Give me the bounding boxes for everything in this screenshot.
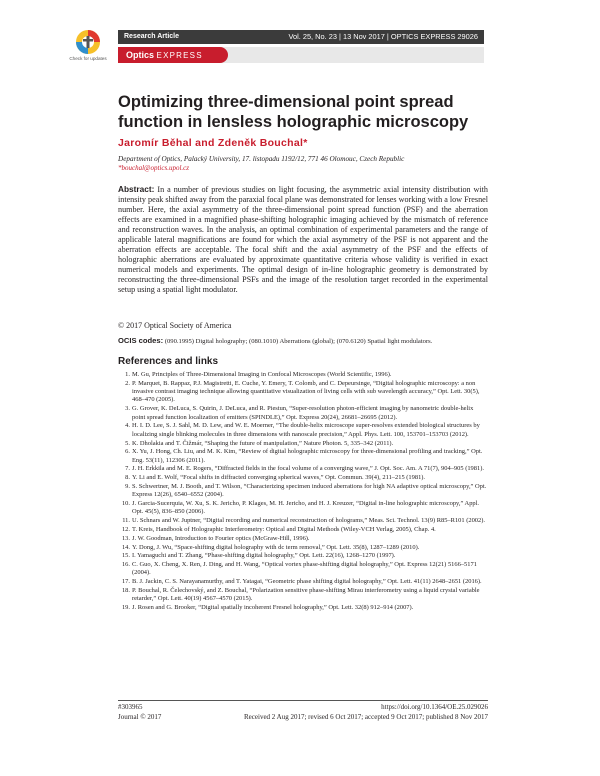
article-type-label: Research Article [118, 30, 284, 44]
abstract [118, 184, 488, 296]
crossmark-label: Check for updates [69, 56, 107, 61]
reference-number: 12. [121, 526, 130, 533]
abstract-label: Abstract: [118, 184, 155, 194]
reference-number: 10. [121, 500, 130, 508]
reference-number: 18. [121, 587, 130, 595]
reference-number: 16. [121, 561, 130, 569]
reference-number: 3. [125, 405, 130, 413]
reference-text: J. Garcia-Sucerquia, W. Xu, S. K. Jericho, P. Klages, M. H. Jericho, and H. J. Kreuzer, “Digital in-line holographic microscopy,” Appl. Opt. 45(5), 836–850 (2006). [132, 500, 480, 516]
author-email-link[interactable]: *bouchal@optics.upol.cz [118, 164, 189, 172]
reference-item [118, 380, 488, 405]
reference-text: X. Yu, J. Hong, Ch. Liu, and M. K. Kim, “Review of digital holographic microscopy for three-dimensional profiling and tracking,” Opt. Eng. 53(11), 112306 (2011). [132, 448, 483, 464]
reference-text: U. Schnars and W. Juptner, “Digital recording and numerical reconstruction of holograms,” Meas. Sci. Technol. 13(9) R85–R101 (2002). [132, 517, 485, 525]
reference-number: 17. [121, 578, 130, 586]
journal-copyright: Journal © 2017 [118, 712, 162, 721]
references-list [118, 371, 488, 613]
reference-text: J. W. Goodman, Introduction to Fourier optics (McGraw-Hill, 1996). [132, 534, 310, 542]
footer-divider [118, 700, 488, 701]
reference-number: 13. [121, 534, 130, 542]
reference-text: H. I. D. Lee, S. J. Sahl, M. D. Lew, and W. E. Moerner, “The double-helix microscope super-resolves extended biological structures by localizing single blinking molecules in three dimensions with nanoscale precision,” Appl. Phys. Lett. 100, 153701–153703 (2012). [132, 422, 480, 438]
doi-link[interactable]: https://doi.org/10.1364/OE.25.029026 [381, 703, 488, 711]
reference-item [118, 440, 488, 448]
reference-item [118, 552, 488, 560]
journal-logo[interactable] [118, 47, 228, 63]
reference-item [118, 535, 488, 543]
reference-number: 14. [121, 543, 130, 551]
author-affiliation: Department of Optics, Palacký University, 17. listopadu 1192/12, 771 46 Olomouc, Czech Republic [118, 155, 405, 163]
reference-item [118, 422, 488, 439]
reference-item [118, 587, 488, 604]
reference-text: Y. Li and E. Wolf, “Focal shifts in diffracted converging spherical waves,” Opt. Commun. 39(4), 211–215 (1981). [132, 474, 426, 482]
reference-number: 2. [125, 379, 130, 387]
reference-item [118, 500, 488, 517]
reference-number: 7. [125, 465, 130, 473]
journal-info: Vol. 25, No. 23 | 13 Nov 2017 | OPTICS EXPRESS 29026 [284, 30, 484, 44]
reference-number: 19. [121, 604, 130, 612]
copyright-notice: © 2017 Optical Society of America [118, 321, 232, 330]
reference-text: J. Rosen and G. Brooker, “Digital spatially incoherent Fresnel holography,” Opt. Lett. 32(8) 912–914 (2007). [132, 604, 414, 612]
reference-item [118, 604, 488, 612]
reference-text: K. Dholakia and T. Čižmár, “Shaping the future of manipulation,” Nature Photon. 5, 335–342 (2011). [132, 439, 394, 447]
brand-suffix: EXPRESS [156, 51, 203, 60]
reference-item [118, 517, 488, 525]
reference-item [118, 578, 488, 586]
abstract-text: In a number of previous studies on light focusing, the asymmetric axial intensity distribution with intensity peak shifted away from the paraxial focal plane was demonstrated for lenses working with a low Fresnel number. Here, the axial asymmetry of the three-dimensional point spread function (PSF) and the aberration effects are examined in a magnified phase-shifting holographic imaging achieved by the mismatch of reference and reconstruction waves. In the analysis, an optimal combination of experimental parameters and the range of applicable lateral magnifications are found for which the axial asymmetry of the PSF is not apparent and the aberration effects are acceptable. The focal shift and the axial asymmetry of the PSF and the effects of holographic aberrations are evaluated by approximate quantitative criteria whose validity is verified in exact numerical models and experiments. The optimal design of in-line holographic geometry is demonstrated by reconstructing the three-dimensional PSFs and the image of the resolution target recorded in the experimental setup using a spatial light modulator. [118, 185, 488, 295]
ocis-codes [118, 336, 488, 345]
article-id: #303965 [118, 703, 143, 711]
article-title: Optimizing three-dimensional point spread function in lensless holographic microscopy [118, 93, 469, 131]
article-authors: Jaromír Běhal and Zdeněk Bouchal* [118, 137, 308, 149]
reference-item [118, 474, 488, 482]
reference-number: 15. [121, 552, 130, 560]
reference-text: M. Gu, Principles of Three-Dimensional Imaging in Confocal Microscopes (World Scientific, 1996). [132, 371, 392, 378]
reference-number: 8. [125, 474, 130, 482]
reference-text: I. Yamaguchi and T. Zhang, “Phase-shifting digital holography,” Opt. Lett. 22(16), 1268–1270 (1997). [132, 552, 396, 560]
reference-number: 5. [125, 439, 130, 447]
reference-text: J. H. Erkkila and M. E. Rogers, “Diffracted fields in the focal volume of a converging wave,” J. Opt. Soc. Am. A 71(7), 904–905 (1981). [132, 465, 484, 473]
reference-item [118, 465, 488, 473]
reference-text: G. Grover, K. DeLuca, S. Quirin, J. DeLuca, and R. Piestun, “Super-resolution photon-efficient imaging by nanometric double-helix point spread function localization of emitters (SPINDLE),” Opt. Express 20(24), 26681–26695 (2012). [132, 405, 474, 421]
reference-number: 6. [125, 448, 130, 456]
reference-number: 4. [125, 422, 130, 430]
reference-item [118, 561, 488, 578]
reference-text: B. J. Jackin, C. S. Narayanamurthy, and T. Yatagai, “Geometric phase shifting digital holography,” Opt. Lett. 41(11) 2648–2651 (2016). [132, 578, 482, 586]
reference-item [118, 405, 488, 422]
reference-text: C. Guo, X. Cheng, X. Ren, J. Ding, and H. Wang, “Optical vortex phase-shifting digital holography,” Opt. Express 12(21) 5166–5171 (2004). [132, 561, 477, 577]
reference-item [118, 526, 488, 534]
brand-name: Optics [126, 50, 155, 60]
reference-number: 1. [125, 371, 130, 378]
ocis-label: OCIS codes: [118, 336, 164, 345]
reference-text: T. Kreis, Handbook of Holographic Interferometry: Optical and Digital Methods (Wiley-VCH Verlag, 2005), Chap. 4. [132, 526, 436, 533]
reference-text: Y. Dong, J. Wu, “Space-shifting digital holography with dc term removal,” Opt. Lett. 35(8), 1287–1289 (2010). [132, 543, 420, 551]
reference-number: 9. [125, 482, 130, 490]
reference-item [118, 371, 488, 379]
reference-text: P. Bouchal, R. Čelechovský, and Z. Bouchal, “Polarization sensitive phase-shifting Mirau interferometry using a liquid crystal variable retarder,” Opt. Lett. 40(19) 4567–4570 (2015). [132, 587, 480, 603]
reference-item [118, 448, 488, 465]
reference-item [118, 544, 488, 552]
reference-number: 11. [122, 517, 130, 525]
reference-text: S. Schwertner, M. J. Booth, and T. Wilson, “Characterizing specimen induced aberrations for high NA adaptive optical microscopy,” Opt. Express 12(26), 6540–6552 (2004). [132, 482, 487, 499]
reference-text: P. Marquet, B. Rappaz, P.J. Magistretti, E. Cuche, Y. Emery, T. Colomb, and C. Depeursinge, “Digital holographic microscopy: a non invasive contrast imaging technique allowing quantitative visualization of living cells with sub wavelength accuracy,” Opt. Lett. 30(5), 468–470 (2005). [132, 379, 480, 404]
ocis-text: (090.1995) Digital holography; (080.1010) Aberrations (global); (070.6120) Spatial light modulators. [164, 338, 433, 345]
reference-item [118, 483, 488, 500]
references-heading: References and links [118, 356, 219, 367]
footer-left [118, 703, 161, 722]
publication-dates: Received 2 Aug 2017; revised 6 Oct 2017; accepted 9 Oct 2017; published 8 Nov 2017 [244, 712, 488, 721]
